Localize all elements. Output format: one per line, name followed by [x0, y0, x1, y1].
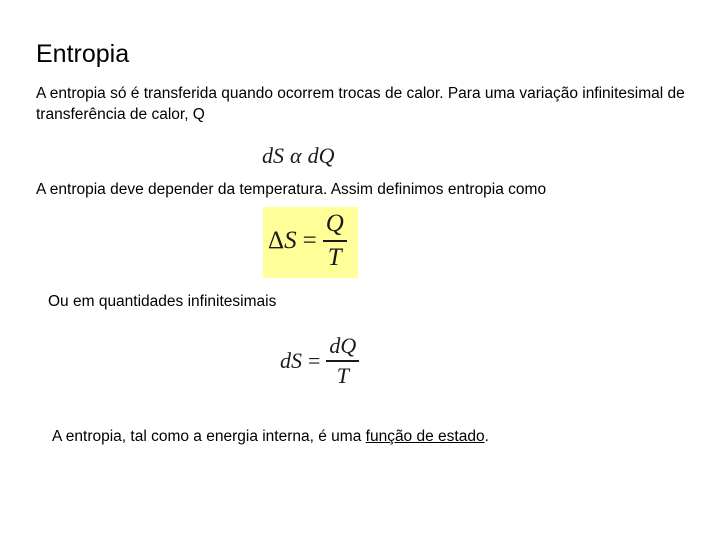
fraction [326, 332, 359, 390]
denominator: T [336, 362, 349, 388]
equation-proportionality [262, 142, 334, 170]
numerator: Q [325, 210, 344, 237]
equals-sign: = [302, 226, 317, 254]
paragraph-state-function [52, 427, 489, 447]
denominator: T [327, 243, 342, 271]
equation-entropy-definition [268, 208, 347, 274]
numerator: dQ [329, 333, 357, 358]
equation-lhs: dS [280, 347, 302, 373]
equation-rhs: dQ [307, 143, 335, 168]
delta-symbol: Δ [268, 226, 285, 254]
slide-title: Entropia [36, 40, 130, 68]
paragraph-infinitesimal: Ou em quantidades infinitesimais [48, 293, 277, 310]
paragraph-temperature-dependence: A entropia deve depender da temperatura. Assim definimos entropia como [36, 181, 547, 198]
equals-sign: = [308, 347, 321, 373]
state-function-term: função de estado [365, 428, 485, 445]
equation-infinitesimal-entropy [280, 332, 359, 390]
fraction [323, 208, 347, 274]
proportional-symbol: α [290, 143, 302, 168]
equation-lhs: dS [262, 143, 284, 168]
state-function-prefix: A entropia, tal como a energia interna, é uma [52, 428, 366, 445]
equation-lhs: S [284, 226, 297, 254]
state-function-suffix: . [484, 428, 489, 445]
paragraph-entropy-transfer: A entropia só é transferida quando ocorrem trocas de calor. Para uma variação infinitesimal de transferência de calor, Q [36, 85, 685, 123]
